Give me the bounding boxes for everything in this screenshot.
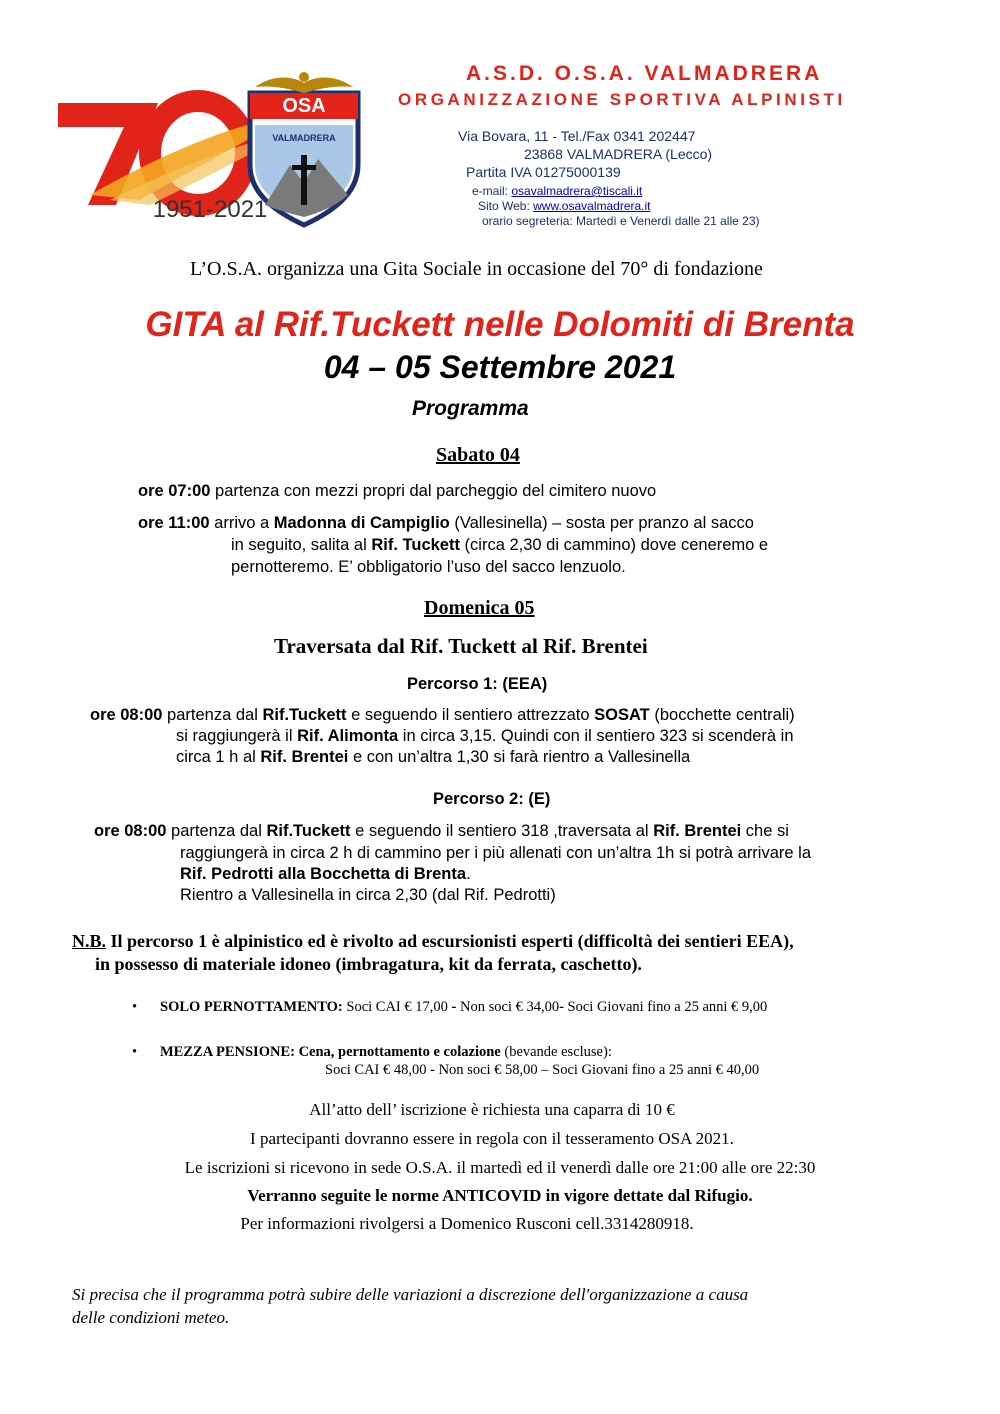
sunday-heading: Domenica 05 [424,597,535,619]
route-1-line-1 [90,706,795,725]
web-link[interactable]: www.osavalmadrera.it [533,199,651,213]
intro-line: L’O.S.A. organizza una Gita Sociale in occasione del 70° di fondazione [190,258,763,280]
sat-line2-refuge: Rif. Tuckett [371,536,460,554]
contact-line: Per informazioni rivolgersi a Domenico Rusconi cell.3314280918. [240,1214,694,1233]
email-line [472,184,642,198]
route-2-line-2: raggiungerà in circa 2 h di cammino per i più allenati con un’altra 1h si potrà arrivare la [180,844,811,862]
web-line [478,199,651,213]
bullet-icon: • [132,1044,138,1060]
saturday-heading: Sabato 04 [436,444,520,466]
r2-l1-c: e seguendo il sentiero 318 ,traversata al [350,822,654,840]
r2-l1-d: Rif. Brentei [653,822,742,840]
sat-item-2 [138,514,754,533]
r1-l1-d: SOSAT [594,706,650,724]
org-name: A.S.D. O.S.A. VALMADRERA [466,62,823,85]
traverse-heading: Traversata dal Rif. Tuckett al Rif. Brentei [274,634,648,658]
vat-line: Partita IVA 01275000139 [466,164,621,180]
org-full-name: ORGANIZZAZIONE SPORTIVA ALPINISTI [398,90,846,109]
price-1-a: Soci CAI € 17,00 [342,999,452,1015]
hours-line: orario segreteria: Martedì e Venerdì dalle 21 alle 23) [482,214,760,228]
bullet-icon: • [132,999,138,1015]
r1-l1-e: (bocchette centrali) [649,706,795,724]
price-1-label: SOLO PERNOTTAMENTO: [160,999,343,1015]
note-line-1 [72,931,794,952]
city-line: 23868 VALMADRERA (Lecco) [524,146,713,162]
web-label: Sito Web: [478,199,534,213]
r1-l1-a: partenza dal [162,706,263,724]
address-line: Via Bovara, 11 - Tel./Fax 0341 202447 [458,128,696,144]
trip-dates: 04 – 05 Settembre 2021 [323,349,677,385]
sat-item-1-text: partenza con mezzi propri dal parcheggio del cimitero nuovo [210,482,657,500]
price-2-label: MEZZA PENSIONE: Cena, pernottamento e colazione [160,1044,501,1060]
logo-graphic [50,55,380,235]
program-label: Programma [412,397,529,420]
r1-l1-c: e seguendo il sentiero attrezzato [346,706,595,724]
route-2-heading: Percorso 2: (E) [433,790,551,808]
sat-item-2-line-3: pernotteremo. E’ obbligatorio l’uso del sacco lenzuolo. [231,558,626,576]
sat-item-2-text-a: arrivo a [209,514,274,532]
disclaimer-line-2: delle condizioni meteo. [72,1308,230,1327]
note-label: N.B. [72,931,107,951]
route-2-line-3 [180,865,471,884]
logo-years: 1951-2021 [152,196,268,223]
route-1-time: ore 08:00 [90,706,163,724]
email-link[interactable]: osavalmadrera@tiscali.it [511,184,643,198]
anniversary-logo [50,55,380,235]
price-item-2 [132,1044,612,1061]
sat-item-1-time: ore 07:00 [138,482,211,500]
r1-l2-a: si raggiungerà il [176,727,298,745]
route-2-time: ore 08:00 [94,822,167,840]
r1-l3-a: circa 1 h al [176,748,261,766]
r2-l1-a: partenza dal [166,822,267,840]
route-1-line-3 [176,748,690,767]
r1-l2-c: in circa 3,15. Quindi con il sentiero 323 si scenderà in [398,727,794,745]
membership-line: I partecipanti dovranno essere in regola con il tesseramento OSA 2021. [250,1129,734,1148]
r2-l3-b: Rif. Pedrotti alla Bocchetta di Brenta [180,865,467,883]
route-2-line-4: Rientro a Vallesinella in circa 2,30 (dal Rif. Pedrotti) [180,886,556,904]
route-1-heading: Percorso 1: (EEA) [407,675,548,693]
email-label: e-mail: [472,184,512,198]
sat-line2-c: (circa 2,30 di cammino) dove ceneremo e [459,536,769,554]
r2-l1-e: che si [741,822,789,840]
r2-l1-b: Rif.Tuckett [266,822,351,840]
route-1-line-2 [176,727,794,746]
r1-l3-c: e con un’altra 1,30 si farà rientro a Vallesinella [348,748,691,766]
sat-item-2-place: Madonna di Campiglio [273,514,450,532]
badge-name-text: VALMADRERA [272,133,336,143]
price-2-a: (bevande escluse): [500,1044,612,1060]
note-line-2: in possesso di materiale idoneo (imbragatura, kit da ferrata, caschetto). [95,954,642,974]
trip-title: GITA al Rif.Tuckett nelle Dolomiti di Brenta [145,305,855,344]
price-1-c: Soci Giovani fino a 25 anni € 9,00 [563,999,768,1015]
price-1-b: Non soci € 34,00 [456,999,560,1015]
sat-item-2-time: ore 11:00 [138,514,210,532]
r2-l3-c: . [466,865,471,883]
deposit-line: All’atto dell’ iscrizione è richiesta una caparra di 10 € [309,1100,675,1119]
r1-l2-b: Rif. Alimonta [297,727,399,745]
price-item-2-line-2: Soci CAI € 48,00 - Non soci € 58,00 – Soci Giovani fino a 25 anni € 40,00 [325,1062,760,1078]
sat-item-2-text-c: (Vallesinella) – sosta per pranzo al sacco [449,514,754,532]
price-1-dash-1: - [451,999,457,1015]
r1-l3-b: Rif. Brentei [260,748,349,766]
badge-osa-text: OSA [282,95,326,117]
price-1-dash-2: - [559,999,564,1015]
route-2-line-1 [94,822,789,841]
price-item-1 [132,999,767,1016]
sat-item-1 [138,482,656,501]
covid-line: Verranno seguite le norme ANTICOVID in vigore dettate dal Rifugio. [247,1186,753,1205]
note-text-1: Il percorso 1 è alpinistico ed è rivolto ad escursionisti esperti (difficoltà dei sentieri EEA), [106,931,794,951]
disclaimer-line-1: Si precisa che il programma potrà subire delle variazioni a discrezione dell'organizzazione a causa [72,1285,749,1304]
r1-l1-b: Rif.Tuckett [262,706,347,724]
sat-line2-a: in seguito, salita al [231,536,372,554]
registration-line: Le iscrizioni si ricevono in sede O.S.A. il martedì ed il venerdì dalle ore 21:00 alle ore 22:30 [184,1158,816,1177]
sat-item-2-line-2 [231,536,768,555]
